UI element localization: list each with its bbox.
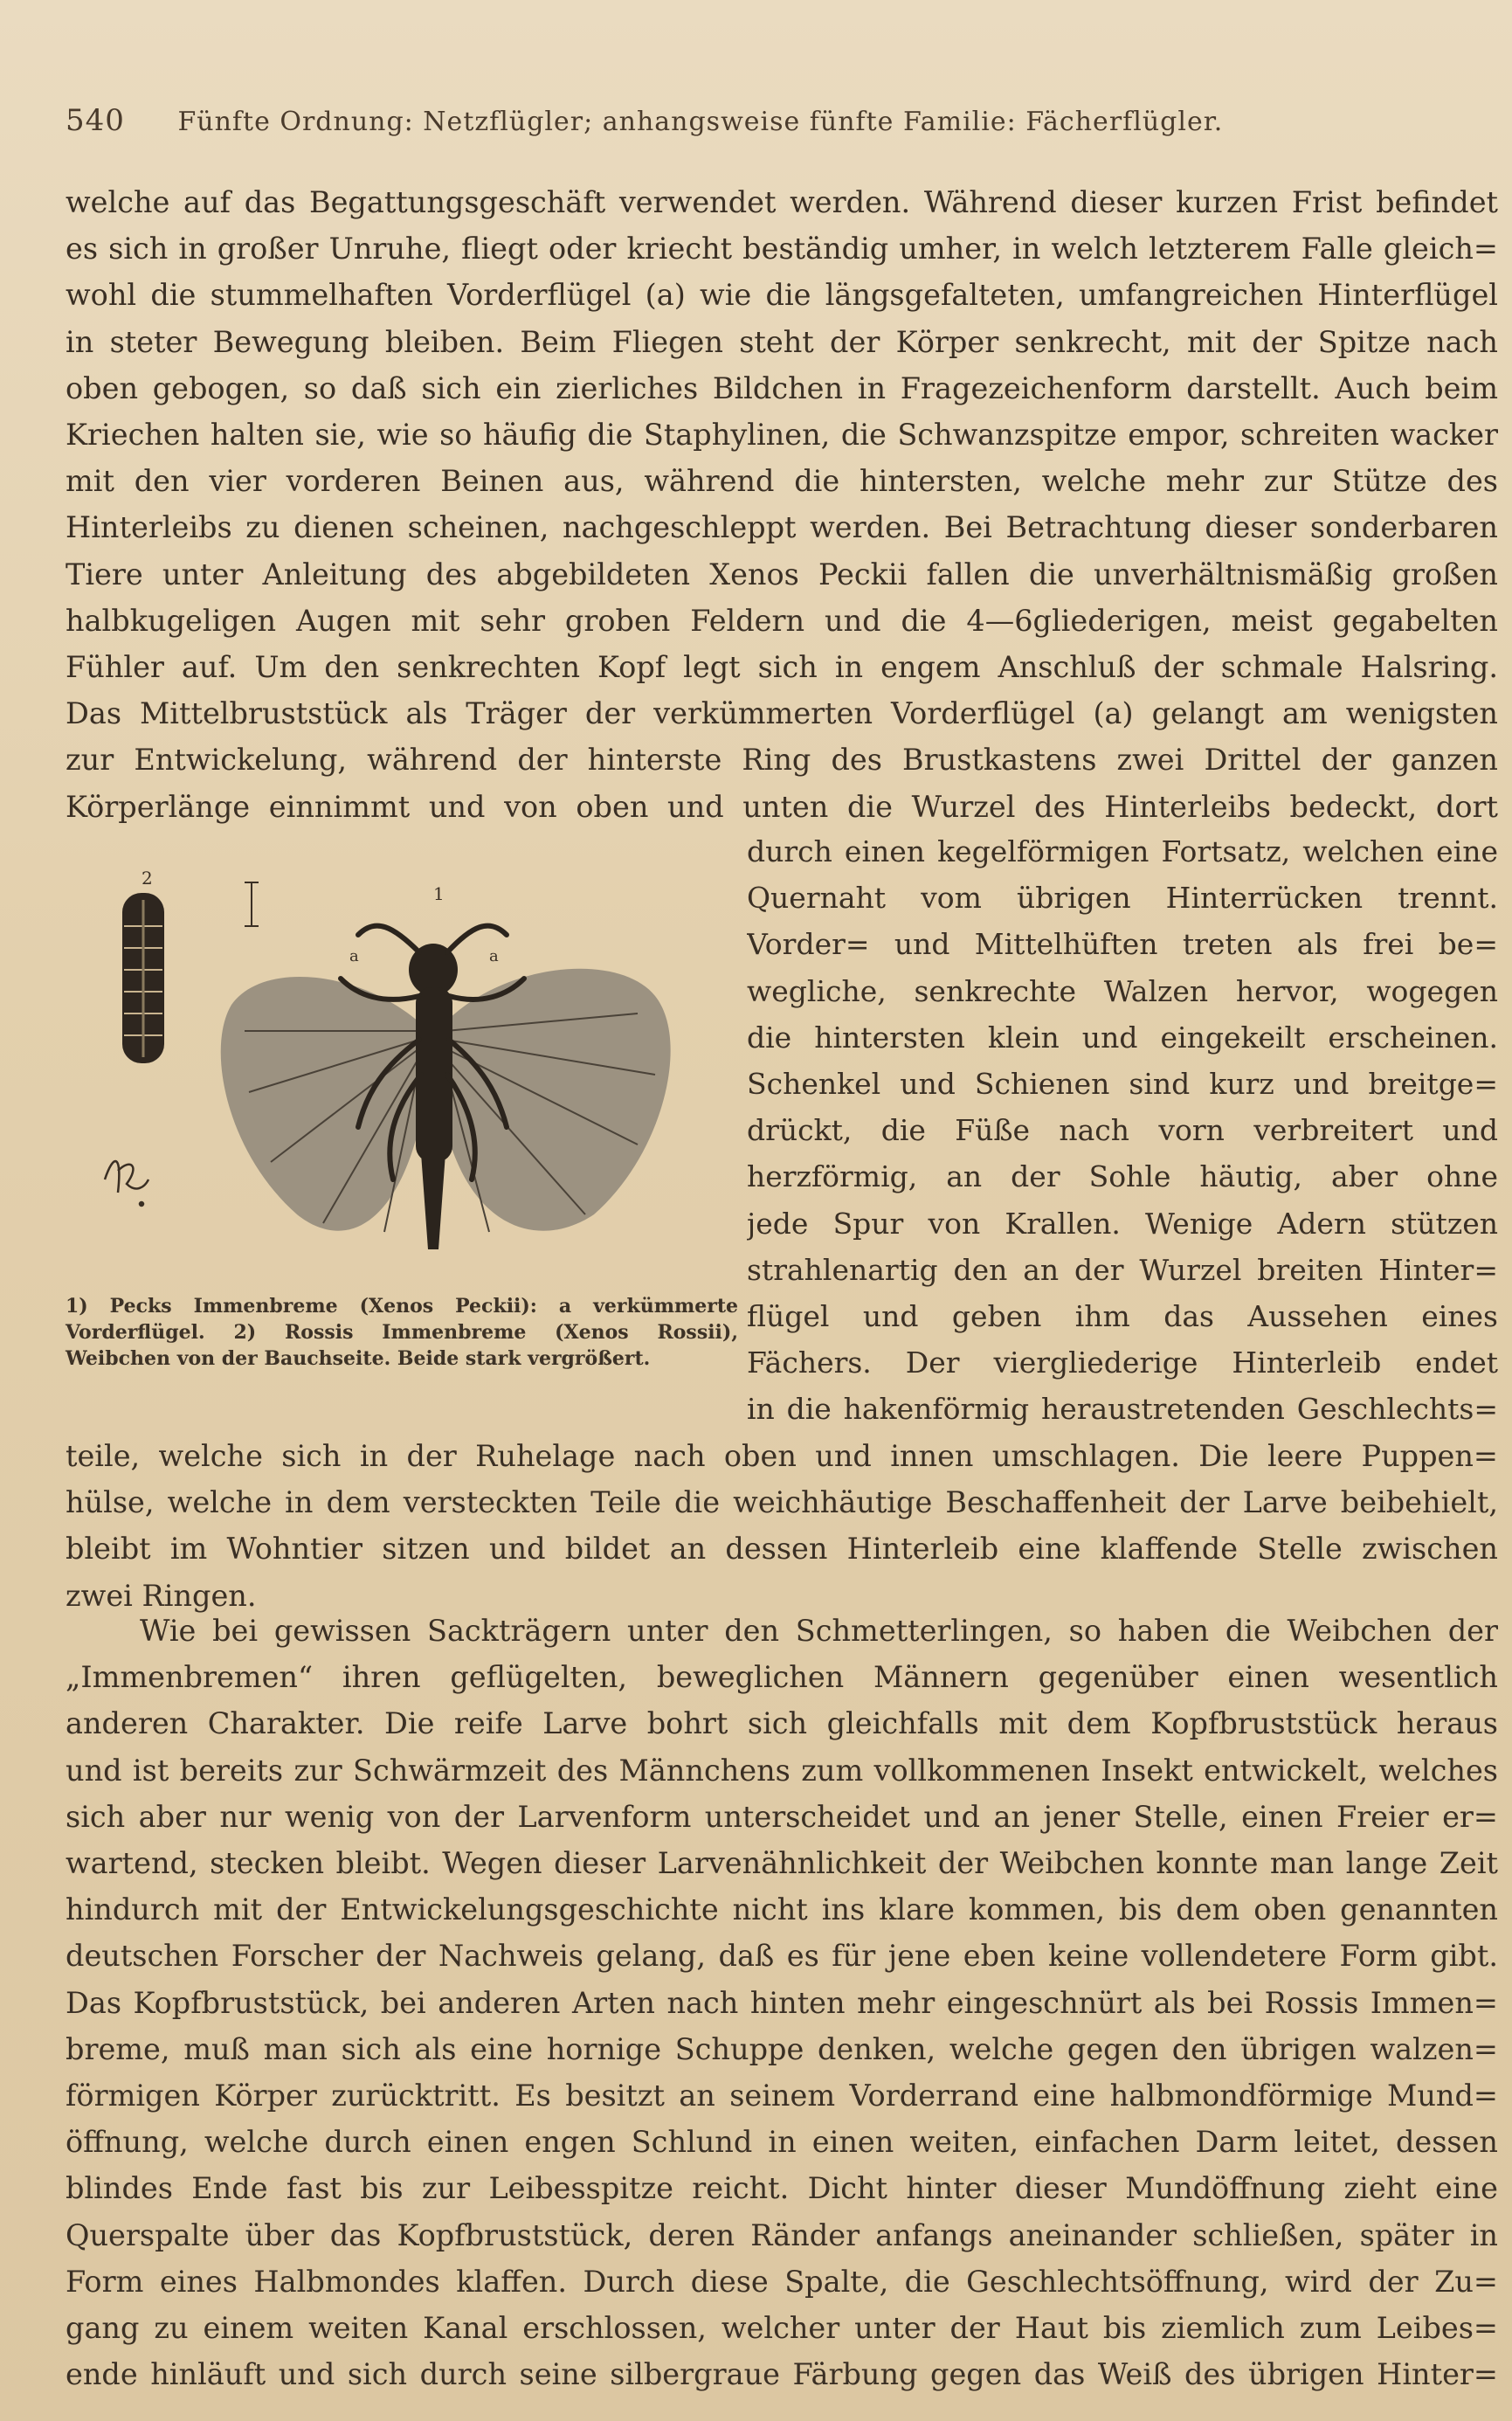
text-line: Das Mittelbruststück als Träger der verkümmerten Vorderflügel (a) gelangt am wenigsten	[66, 696, 1498, 731]
text-line: Vorder= und Mittelhüften treten als frei be=	[747, 927, 1498, 962]
text-line: mit den vier vorderen Beinen aus, während die hintersten, welche mehr zur Stütze des	[66, 464, 1498, 499]
text-line: und ist bereits zur Schwärmzeit des Männchens zum vollkommenen Insekt entwickelt, welches	[66, 1753, 1498, 1788]
text-line: drückt, die Füße nach vorn verbreitert und	[747, 1113, 1498, 1148]
text-line: Kriechen halten sie, wie so häufig die Staphylinen, die Schwanzspitze empor, schreiten wacker	[66, 418, 1498, 452]
text-line: wartend, stecken bleibt. Wegen dieser Larvenähnlichkeit der Weibchen konnte man lange Zeit	[66, 1846, 1498, 1880]
text-line: halbkugeligen Augen mit sehr groben Feldern und die 4—6gliederigen, meist gegabelten	[66, 603, 1498, 638]
text-line: wohl die stummelhaften Vorderflügel (a) wie die längsgefalteten, umfangreichen Hinterflügel	[66, 278, 1498, 313]
text-line: bleibt im Wohntier sitzen und bildet an dessen Hinterleib eine klaffende Stelle zwischen	[66, 1532, 1498, 1567]
text-line: hülse, welche in dem versteckten Teile die weichhäutige Beschaffenheit der Larve beibehielt,	[66, 1485, 1498, 1520]
text-line: breme, muß man sich als eine hornige Schuppe denken, welche gegen den übrigen walzen=	[66, 2031, 1498, 2066]
figure-caption	[66, 1293, 738, 1372]
text-line: Quernaht vom übrigen Hinterrücken trennt.	[747, 881, 1498, 916]
text-line: welche auf das Begattungsgeschäft verwendet werden. Während dieser kurzen Frist befindet	[66, 185, 1498, 219]
text-line: Körperlänge einnimmt und von oben und unten die Wurzel des Hinterleibs bedeckt, dort	[66, 789, 1498, 824]
text-line: die hintersten klein und eingekeilt erscheinen.	[747, 1020, 1498, 1055]
figure-label-2: 2	[142, 868, 153, 889]
text-line: Das Kopfbruststück, bei anderen Arten nach hinten mehr eingeschnürt als bei Rossis Immen=	[66, 1985, 1498, 2020]
text-line: in die hakenförmig heraustretenden Geschlechts=	[747, 1392, 1498, 1427]
text-line: Wie bei gewissen Sackträgern unter den Schmetterlingen, so haben die Weibchen der	[140, 1614, 1498, 1648]
text-line: förmigen Körper zurücktritt. Es besitzt an seinem Vorderrand eine halbmondförmige Mund=	[66, 2079, 1498, 2113]
figure-label-a-left: a	[349, 947, 359, 965]
engraver-monogram-icon	[105, 1161, 148, 1206]
running-header	[66, 103, 1341, 138]
text-line: strahlenartig den an der Wurzel breiten Hinter=	[747, 1252, 1498, 1287]
text-line: jede Spur von Krallen. Wenige Adern stützen	[747, 1206, 1498, 1241]
text-line: es sich in großer Unruhe, fliegt oder kriecht beständig umher, in welch letzterem Falle gleich=	[66, 232, 1498, 266]
text-line: öffnung, welche durch einen engen Schlund in einen weiten, einfachen Darm leitet, dessen	[66, 2125, 1498, 2160]
text-line: durch einen kegelförmigen Fortsatz, welchen eine	[747, 834, 1498, 868]
text-line: gang zu einem weiten Kanal erschlossen, welcher unter der Haut bis ziemlich zum Leibes=	[66, 2311, 1498, 2345]
text-line: blindes Ende fast bis zur Leibesspitze reicht. Dicht hinter dieser Mundöffnung zieht eine	[66, 2171, 1498, 2206]
text-line: deutschen Forscher der Nachweis gelang, daß es für jene eben keine vollendetere Form gibt.	[66, 1939, 1498, 1974]
text-line: Fächers. Der viergliederige Hinterleib endet	[747, 1345, 1498, 1380]
text-line: Tiere unter Anleitung des abgebildeten Xenos Peckii fallen die unverhältnismäßig großen	[66, 557, 1498, 591]
text-line: anderen Charakter. Die reife Larve bohrt sich gleichfalls mit dem Kopfbruststück heraus	[66, 1706, 1498, 1741]
text-line: zwei Ringen.	[66, 1578, 257, 1613]
text-line: in steter Bewegung bleiben. Beim Fliegen steht der Körper senkrecht, mit der Spitze nach	[66, 324, 1498, 359]
text-line: Hinterleibs zu dienen scheinen, nachgeschleppt werden. Bei Betrachtung dieser sonderbaren	[66, 510, 1498, 545]
figure-label-a-right: a	[489, 947, 499, 965]
text-line: zur Entwickelung, während der hinterste Ring des Brustkastens zwei Drittel der ganzen	[66, 743, 1498, 778]
text-line: ende hinläuft und sich durch seine silbergraue Färbung gegen das Weiß des übrigen Hinter=	[66, 2357, 1498, 2392]
text-line: herzförmig, an der Sohle häutig, aber ohne	[747, 1159, 1498, 1194]
text-line: Querspalte über das Kopfbruststück, deren Ränder anfangs aneinander schließen, später in	[66, 2217, 1498, 2252]
insect-illustration-icon	[96, 865, 742, 1284]
text-line: „Immenbremen“ ihren geflügelten, beweglichen Männern gegenüber einen wesentlich	[66, 1660, 1498, 1695]
text-line: hindurch mit der Entwickelungsgeschichte nicht ins klare kommen, bis dem oben genannten	[66, 1892, 1498, 1927]
caption-line-1: 1) Pecks Immenbreme (Xenos Peckii): a verkümmerte	[66, 1295, 738, 1318]
page-number: 540	[66, 103, 125, 138]
text-line: teile, welche sich in der Ruhelage nach oben und innen umschlagen. Die leere Puppen=	[66, 1439, 1498, 1473]
text-line: wegliche, senkrechte Walzen hervor, wogegen	[747, 973, 1498, 1008]
text-line: Fühler auf. Um den senkrechten Kopf legt sich in engem Anschluß der schmale Halsring.	[66, 650, 1498, 684]
text-line: sich aber nur wenig von der Larvenform unterscheidet und an jener Stelle, einen Freier er=	[66, 1799, 1498, 1834]
running-title: Fünfte Ordnung: Netzflügler; anhangsweise fünfte Familie: Fächerflügler.	[177, 107, 1224, 137]
figure-label-1: 1	[433, 883, 445, 904]
text-line: Form eines Halbmondes klaffen. Durch diese Spalte, die Geschlechtsöffnung, wird der Zu=	[66, 2264, 1498, 2299]
text-line: Schenkel und Schienen sind kurz und breitge=	[747, 1067, 1498, 1101]
caption-line-3: Weibchen von der Bauchseite. Beide stark vergrößert.	[66, 1347, 651, 1370]
text-line: oben gebogen, so daß sich ein zierliches Bildchen in Fragezeichenform darstellt. Auch beim	[66, 370, 1498, 405]
text-line: flügel und geben ihm das Aussehen eines	[747, 1299, 1498, 1333]
caption-line-2: Vorderflügel. 2) Rossis Immenbreme (Xenos Rossii),	[66, 1321, 738, 1344]
